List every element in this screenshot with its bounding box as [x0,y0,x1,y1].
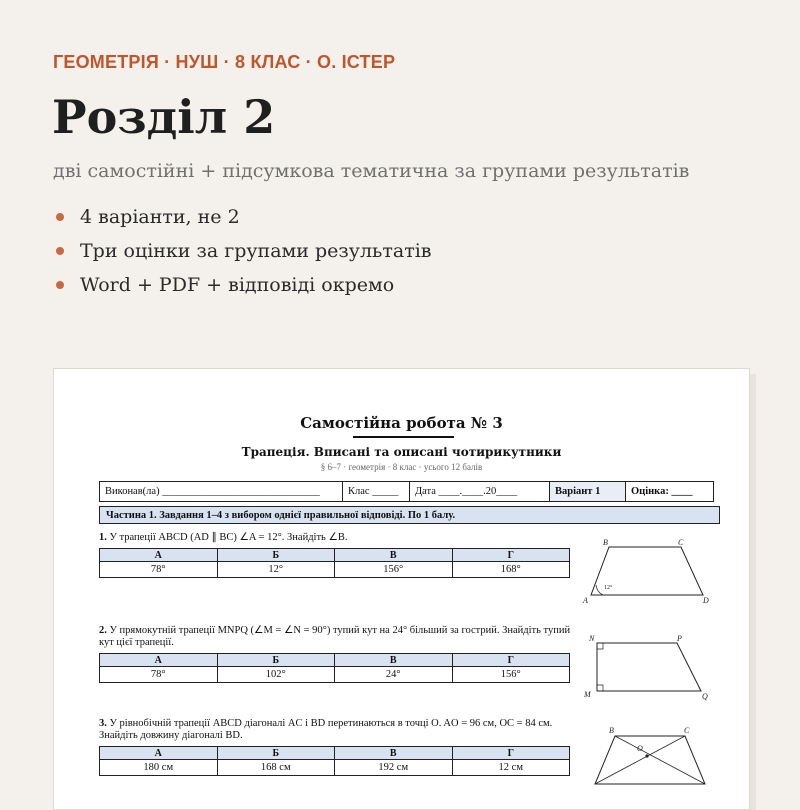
answer-table-2 [99,653,570,683]
question-number: 3. [99,718,107,729]
question-text: У прямокутній трапеції MNPQ (∠M = ∠N = 90°) тупий кут на 24° більший за гострий. Знайдіть тупий кут цієї трапеції. [99,625,571,648]
vertex-label: D [703,596,709,605]
option-value: 78° [100,667,218,683]
option-value: 180 см [100,760,218,776]
option-value: 12 см [452,760,570,776]
feature-text: Три оцінки за групами результатів [80,240,432,262]
feature-item [53,268,432,302]
option-header: Б [217,549,335,562]
student-name-field: Виконав(ла) ______________________________ [100,482,343,501]
vertex-label: Q [702,692,708,701]
question-number: 2. [99,625,107,636]
vertex-label: B [609,726,614,735]
title-underline [353,436,454,438]
vertex-label: O [637,744,643,753]
option-value: 12° [217,562,335,578]
feature-list [53,200,432,302]
grade-field: Оцінка: ____ [631,486,693,497]
vertex-label: N [589,634,595,643]
bullet-icon [56,281,64,289]
question-number: 1. [99,532,107,543]
worksheet-topic: Трапеція. Вписані та описані чотирикутники [241,445,562,459]
worksheet-meta: § 6–7 · геометрія · 8 клас · усього 12 балів [320,462,483,472]
variant-label: Варіант 1 [550,482,626,501]
feature-text: Word + PDF + відповіді окремо [80,274,395,296]
bullet-icon [56,213,64,221]
class-field: Клас _____ [343,482,410,501]
student-info-row [99,481,714,502]
question-1 [99,532,574,544]
bullet-icon [56,247,64,255]
feature-item [53,234,432,268]
question-text: У рівнобічній трапеції ABCD діагоналі AC і BD перетинаються в точці O. AO = 96 см, OC = 84 см. Знайдіть довжину діагоналі BD. [99,718,553,741]
option-header: А [100,654,218,667]
worksheet-preview [53,368,750,810]
option-header: Б [217,747,335,760]
option-value: 168 см [217,760,335,776]
option-header: А [100,549,218,562]
option-header: Г [452,654,570,667]
page-title: Розділ 2 [52,90,276,144]
answer-table-3 [99,746,570,776]
angle-label: 12° [604,585,613,591]
vertex-label: C [684,726,690,735]
date-field: Дата ____.____.20____ [410,482,550,501]
option-header: В [335,549,453,562]
question-2 [99,625,574,649]
vertex-label: B [603,538,608,547]
option-value: 156° [452,667,570,683]
option-value: 24° [335,667,453,683]
trapezoid-figure-2 [581,631,731,703]
vertex-label: C [678,538,684,547]
option-value: 192 см [335,760,453,776]
option-header: Г [452,747,570,760]
option-header: А [100,747,218,760]
answer-table-1 [99,548,570,578]
option-header: В [335,747,453,760]
option-header: В [335,654,453,667]
vertex-label: A [583,596,588,605]
option-value: 168° [452,562,570,578]
feature-text: 4 варіанти, не 2 [80,206,240,228]
option-value: 102° [217,667,335,683]
option-value: 78° [100,562,218,578]
worksheet-title: Самостійна робота № 3 [300,414,503,432]
part-1-header: Частина 1. Завдання 1–4 з вибором однієї правильної відповіді. По 1 балу. [99,506,720,524]
feature-item [53,200,432,234]
trapezoid-figure-3 [581,724,731,792]
option-header: Г [452,549,570,562]
kicker: ГЕОМЕТРІЯ · НУШ · 8 КЛАС · О. ІСТЕР [53,52,396,72]
option-value: 156° [335,562,453,578]
vertex-label: M [584,690,591,699]
question-text: У трапеції ABCD (AD ∥ BC) ∠A = 12°. Знайдіть ∠B. [109,532,348,543]
question-3 [99,718,574,742]
vertex-label: P [677,634,682,643]
subtitle: дві самостійні + підсумкова тематична за групами результатів [53,160,690,182]
option-header: Б [217,654,335,667]
trapezoid-figure-1 [581,537,731,609]
